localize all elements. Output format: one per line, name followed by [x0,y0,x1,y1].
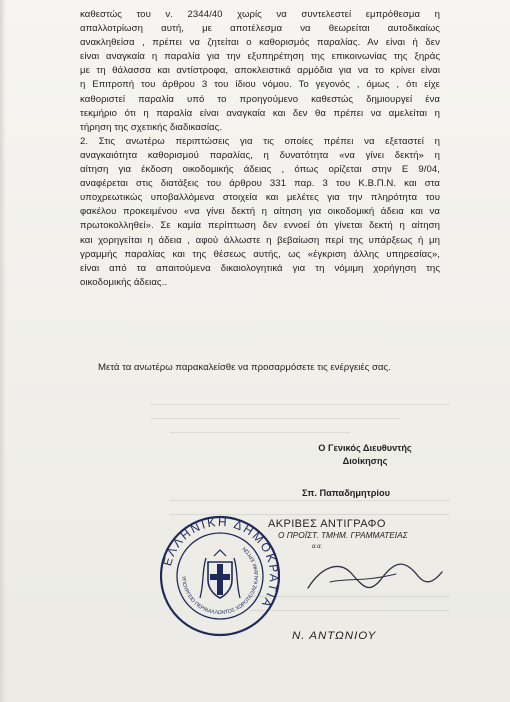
body-line: τήρηση της σχετικής διαδικασίας. [80,121,223,133]
body-line: τεκμήριο ότι η παραλία είναι αναγκαία και δεν θα πρέπει να αμελείται η [80,107,440,119]
body-line: πρωτοκολληθεί». Σε καμία περίπτωση δεν εννοεί ότι γίνεται δεκτή η αίτηση [80,220,440,232]
body-line: αίτηση για έκδοση οικοδομικής άδειας , όπως ορίζεται στην Ε 9/04, [80,164,440,176]
show-through-line [170,500,450,501]
official-seal [158,514,282,638]
seal-outer-text: ΕΛΛΗΝΙΚΗ ΔΗΜΟΚΡΑΤΙΑ [160,514,282,612]
stamp-subtitle: Ο ΠΡΟΪΣΤ. ΤΜΗΜ. ΓΡΑΜΜΑΤΕΙΑΣ [278,530,408,540]
body-line: φακέλου προκειμένου «να γίνει δεκτή η αίτηση για οικοδομική άδεια και να [80,206,440,218]
closing-line: Μετά τα ανωτέρω παρακαλείσθε να προσαρμόσετε τις ενέργειές σας. [98,362,391,373]
body-line: καθεστώς του ν. 2344/40 χωρίς να συντελεστεί εμπρόθεσμα η [80,9,440,20]
body-line: και χορηγείται η άδεια , αφού άλλωστε η βεβαίωση περί της υπάρξεως ή μη [80,234,440,246]
seal-inner-text: ΥΠΟΥΡΓΕΙΟ ΠΕΡΙΒΑΛΛΟΝΤΟΣ ΧΩΡΟΤΑΞΙΑΣ ΚΑΙ ΔΗΜ. ΕΡΓΩΝ [179,545,261,617]
body-line: απαλλοτρίωση αυτή, με αποτέλεσμα να θεωρείται αυτοδικαίως [80,23,440,35]
body-line: υποχρεωτικώς υποβαλλόμενα στοιχεία και μελέτες για την πληρότητα του [80,192,440,204]
body-line: γραμμής παραλίας και της θέσεως αυτής, ως «έγκριση άλλης υπηρεσίας», [80,248,440,260]
body-line: η Επιτροπή του άρθρου 3 του ίδιου νόμου. Το γεγονός , όμως , ότι είχε [80,79,440,91]
body-line: 2. Στις ανωτέρω περιπτώσεις για τις οποίες πρέπει να εξεταστεί η [80,135,440,147]
body-line: καθοριστεί παραλία υπό το προηγούμενο καθεστώς δημιουργεί ένα [80,93,440,105]
signatory-name: Σπ. Παπαδημητρίου [302,488,390,498]
coat-of-arms-icon [200,550,240,598]
body-line: με τη θάλασσα και αντίστροφα, αποκλειστικά αρμόδια για να το κρίνει είναι [80,65,440,77]
body-line: αναφέρεται στις διατάξεις του άρθρου 331 παρ. 3 του Κ.Β.Π.Ν. και στα [80,178,440,190]
scan-edge [0,0,6,702]
signatory-title-line: Ο Γενικός Διευθυντής [318,443,412,453]
handwritten-signature [300,548,450,608]
show-through-line [150,418,400,419]
show-through-line [170,432,350,433]
show-through-line [150,404,450,405]
body-line: είναι από τα απαιτούμενα δικαιολογητικά για τη νόμιμη χορήγηση της [80,262,440,274]
stamp-name: Ν. ΑΝΤΩΝΙΟΥ [292,630,377,642]
body-line: είναι αναγκαία η παραλία για την εξυπηρέτηση της επικοινωνίας της ξηράς [80,51,440,63]
signatory-title-line: Διοίκησης [342,456,388,466]
body-line: οικοδομικής άδειας.. [80,276,168,288]
body-text [80,8,440,290]
body-line: ανακληθείσα , πρέπει να ζητείται ο καθορισμός παραλίας. Αν είναι ή δεν [80,37,440,49]
stamp-title: ΑΚΡΙΒΕΣ ΑΝΤΙΓΡΑΦΟ [268,518,386,530]
signatory-title [300,442,430,468]
body-line: αναγκαιότητα καθορισμού παραλίας, η δυνατότητα «να γίνει δεκτή» η [80,149,440,161]
stamp-oa: α.α. [312,544,323,550]
